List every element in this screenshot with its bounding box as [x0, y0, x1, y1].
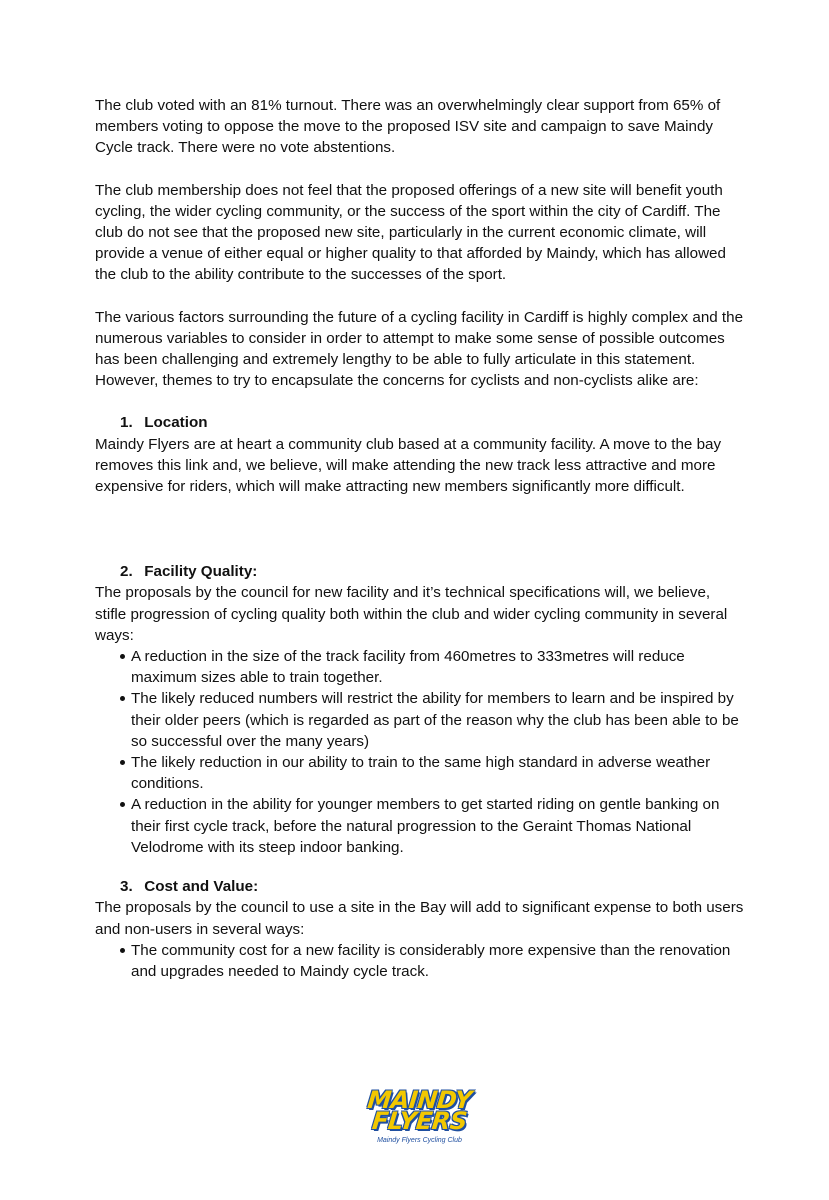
section-number: 3.: [120, 878, 133, 896]
document-body: [95, 95, 745, 982]
section-title: Facility Quality:: [144, 563, 258, 581]
list-item-text: The community cost for a new facility is considerably more expensive than the renovation and upgrades needed to Maindy cycle track.: [131, 941, 731, 980]
section-number: 1.: [120, 414, 133, 432]
paragraph-vote-result: The club voted with an 81% turnout. There was an overwhelmingly clear support from 65% of members voting to oppose the move to the proposed ISV site and campaign to save Maindy Cycle track. There were no vote abstentions.: [95, 97, 721, 157]
paragraph-membership-view: The club membership does not feel that the proposed offerings of a new site will benefit youth cycling, the wider cycling community, or the success of the sport within the city of Cardiff. The club do not see that the proposed new site, particularly in the current economic climate, will provide a venue of either equal or higher quality to that afforded by Maindy, which has allowed the club to the ability contribute to the successes of the sport.: [95, 181, 726, 284]
section-body-facility-quality: The proposals by the council for new facility and it’s technical specifications will, we believe, stifle progression of cycling quality both within the club and wider cycling community in several ways:: [95, 584, 728, 644]
bullet-icon: [120, 948, 125, 953]
list-item-text: The likely reduced numbers will restrict the ability for members to learn and be inspired by their older peers (which is regarded as part of the reason why the club has been able to be so successful over the many years): [131, 690, 739, 750]
section-title: Location: [144, 414, 208, 432]
bullet-icon: [120, 760, 125, 765]
list-item: [95, 752, 745, 794]
section-heading-location: [95, 412, 745, 433]
bullet-icon: [120, 696, 125, 701]
maindy-flyers-logo: [362, 1088, 477, 1150]
logo-word-flyers: FLYERS: [370, 1107, 469, 1135]
section-heading-facility-quality: [95, 561, 745, 582]
list-item: [95, 688, 745, 752]
list-item-text: A reduction in the size of the track facility from 460metres to 333metres will reduce maximum sizes able to train together.: [131, 648, 685, 687]
list-item: [95, 940, 745, 982]
section-number: 2.: [120, 563, 133, 581]
section-title: Cost and Value:: [144, 878, 259, 896]
section-heading-cost-value: [95, 876, 745, 897]
paragraph-factors: The various factors surrounding the future of a cycling facility in Cardiff is highly complex and the numerous variables to consider in order to attempt to make some sense of possible outcomes has been challenging and extremely lengthy to be able to fully articulate in this statement. However, themes to try to encapsulate the concerns for cyclists and non-cyclists alike are:: [95, 308, 744, 390]
bullet-list-cost-value: [95, 940, 745, 982]
section-body-cost-value: The proposals by the council to use a site in the Bay will add to significant expense to both users and non-users in several ways:: [95, 899, 744, 938]
bullet-icon: [120, 802, 125, 807]
logo-word-maindy: MAINDY: [366, 1086, 473, 1114]
logo-tagline: Maindy Flyers Cycling Club: [377, 1137, 462, 1144]
bullet-list-facility-quality: [95, 646, 745, 858]
section-body-location: Maindy Flyers are at heart a community club based at a community facility. A move to the bay removes this link and, we believe, will make attending the new track less attractive and more expensive for riders, which will make attracting new members significantly more difficult.: [95, 435, 722, 496]
list-item: [95, 794, 745, 858]
list-item-text: The likely reduction in our ability to train to the same high standard in adverse weather conditions.: [131, 754, 711, 793]
list-item: [95, 646, 745, 688]
list-item-text: A reduction in the ability for younger members to get started riding on gentle banking on their first cycle track, before the natural progression to the Geraint Thomas National Velodrome with its steep indoor banking.: [131, 796, 720, 856]
bullet-icon: [120, 654, 125, 659]
